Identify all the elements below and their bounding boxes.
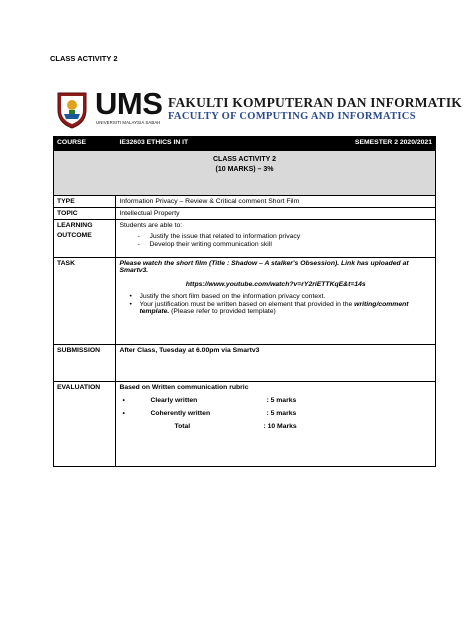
activity-title-cell xyxy=(54,151,436,196)
course-label: COURSE xyxy=(54,137,116,151)
evaluation-content xyxy=(116,382,436,467)
total-label: Total xyxy=(174,423,191,430)
criterion-marks: : 5 marks xyxy=(266,410,297,417)
total-value: : 10 Marks xyxy=(263,423,297,430)
type-row xyxy=(54,196,436,208)
criterion: Clearly written xyxy=(150,397,198,404)
activity-marks: (10 MARKS) – 3% xyxy=(215,166,274,173)
list-item: - Justify the issue that related to information privacy xyxy=(137,233,432,240)
learning-outcome-row xyxy=(54,220,436,258)
task-content xyxy=(116,258,436,345)
list-item: • Justify the short film based on the information privacy context. xyxy=(129,293,432,300)
submission-row xyxy=(54,345,436,382)
task-url-link[interactable]: https://www.youtube.com/watch?v=rY2riETTKqE&t=14s xyxy=(185,281,366,288)
criterion: Coherently written xyxy=(150,410,211,417)
task-item-2a: Your justification must be written based on element that provided in the xyxy=(139,301,355,308)
learning-outcome-label-line1: LEARNING xyxy=(57,222,93,229)
bullet: • xyxy=(122,410,125,417)
evaluation-item xyxy=(119,410,432,417)
ums-wordmark: UMS xyxy=(95,86,163,121)
bullet: • xyxy=(122,397,125,404)
task-list xyxy=(119,293,432,315)
type-label: TYPE xyxy=(54,196,116,208)
page-heading: CLASS ACTIVITY 2 xyxy=(50,54,118,63)
topic-row xyxy=(54,208,436,220)
task-label: TASK xyxy=(54,258,116,345)
activity-title: CLASS ACTIVITY 2 xyxy=(212,156,276,163)
evaluation-total xyxy=(119,423,432,430)
faculty-name-malay: FAKULTI KOMPUTERAN DAN INFORMATIK xyxy=(168,95,462,110)
learning-outcome-label xyxy=(54,220,116,258)
title-row xyxy=(54,151,436,196)
task-item-2c: (Please refer to provided template) xyxy=(169,308,276,315)
learning-outcome-intro: Students are able to: xyxy=(119,222,183,229)
evaluation-row xyxy=(54,382,436,467)
course-row xyxy=(54,137,436,151)
task-row xyxy=(54,258,436,345)
topic-value: Intellectual Property xyxy=(116,208,436,220)
evaluation-item xyxy=(119,397,432,404)
criterion-marks: : 5 marks xyxy=(266,397,297,404)
activity-table xyxy=(53,136,436,467)
list-item xyxy=(129,301,432,315)
evaluation-intro: Based on Written communication rubric xyxy=(119,384,249,391)
university-crest-logo xyxy=(52,90,92,130)
learning-outcome-content xyxy=(116,220,436,258)
submission-value: After Class, Tuesday at 6.00pm via Smartv3 xyxy=(116,345,436,382)
ums-subtitle: UNIVERSITI MALAYSIA SABAH xyxy=(96,120,161,125)
topic-label: TOPIC xyxy=(54,208,116,220)
task-intro: Please watch the short film (Title : Shadow – A stalker's Obsession). Link has uploaded at Smartv3. xyxy=(119,260,409,274)
learning-outcome-label-line2: OUTCOME xyxy=(57,232,92,239)
course-value: IE32603 ETHICS IN IT xyxy=(116,137,296,151)
task-item-2b: writing/comment template. xyxy=(139,301,409,315)
learning-outcome-list xyxy=(119,233,432,248)
type-value: Information Privacy – Review & Critical comment Short Film xyxy=(116,196,436,208)
faculty-name-english: FACULTY OF COMPUTING AND INFORMATICS xyxy=(168,111,416,122)
submission-label: SUBMISSION xyxy=(54,345,116,382)
evaluation-label: EVALUATION xyxy=(54,382,116,467)
semester: SEMESTER 2 2020/2021 xyxy=(296,137,436,151)
list-item: - Develop their writing communication skill xyxy=(137,241,432,248)
